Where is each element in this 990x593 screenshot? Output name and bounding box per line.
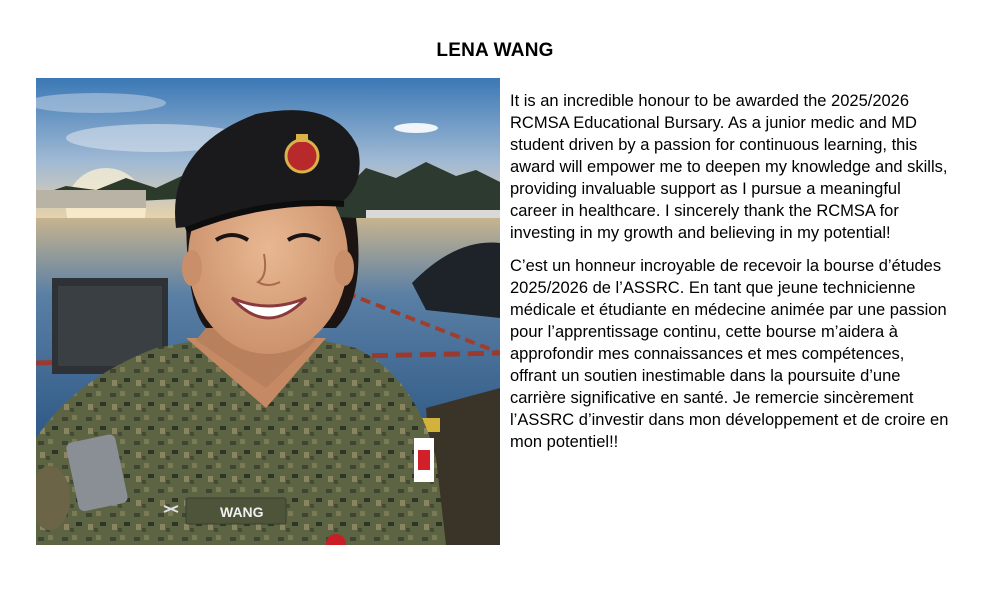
name-tape: WANG <box>220 504 264 520</box>
recipient-name: LENA WANG <box>436 40 554 61</box>
statement-english: It is an incredible honour to be awarded the 2025/2026 RCMSA Educational Bursary. As a junior medic and MD student driven by a passion for continuous learning, this award will empower me to deepen my knowledge and skills, providing invaluable support as I pursue a meaningful career in healthcare. I sincerely thank the RCMSA for investing in my growth and believing in my potential! <box>510 92 948 242</box>
statement-french: C’est un honneur incroyable de recevoir la bourse d’études 2025/2026 de l’ASSRC. En tant que jeune technicienne médicale et étudiante en médecine animée par une passion pour l’apprentissage continu, cette bourse m’aidera à approfondir mes connaissances et mes compétences, offrant un soutien inestimable dans la poursuite d’une carrière significative en santé. Je remercie sincèrement l’ASSRC d’investir dans mon développement et de croire en mon potentiel!! <box>510 257 949 451</box>
recipient-photo <box>36 78 500 545</box>
bursary-statement <box>510 90 950 464</box>
